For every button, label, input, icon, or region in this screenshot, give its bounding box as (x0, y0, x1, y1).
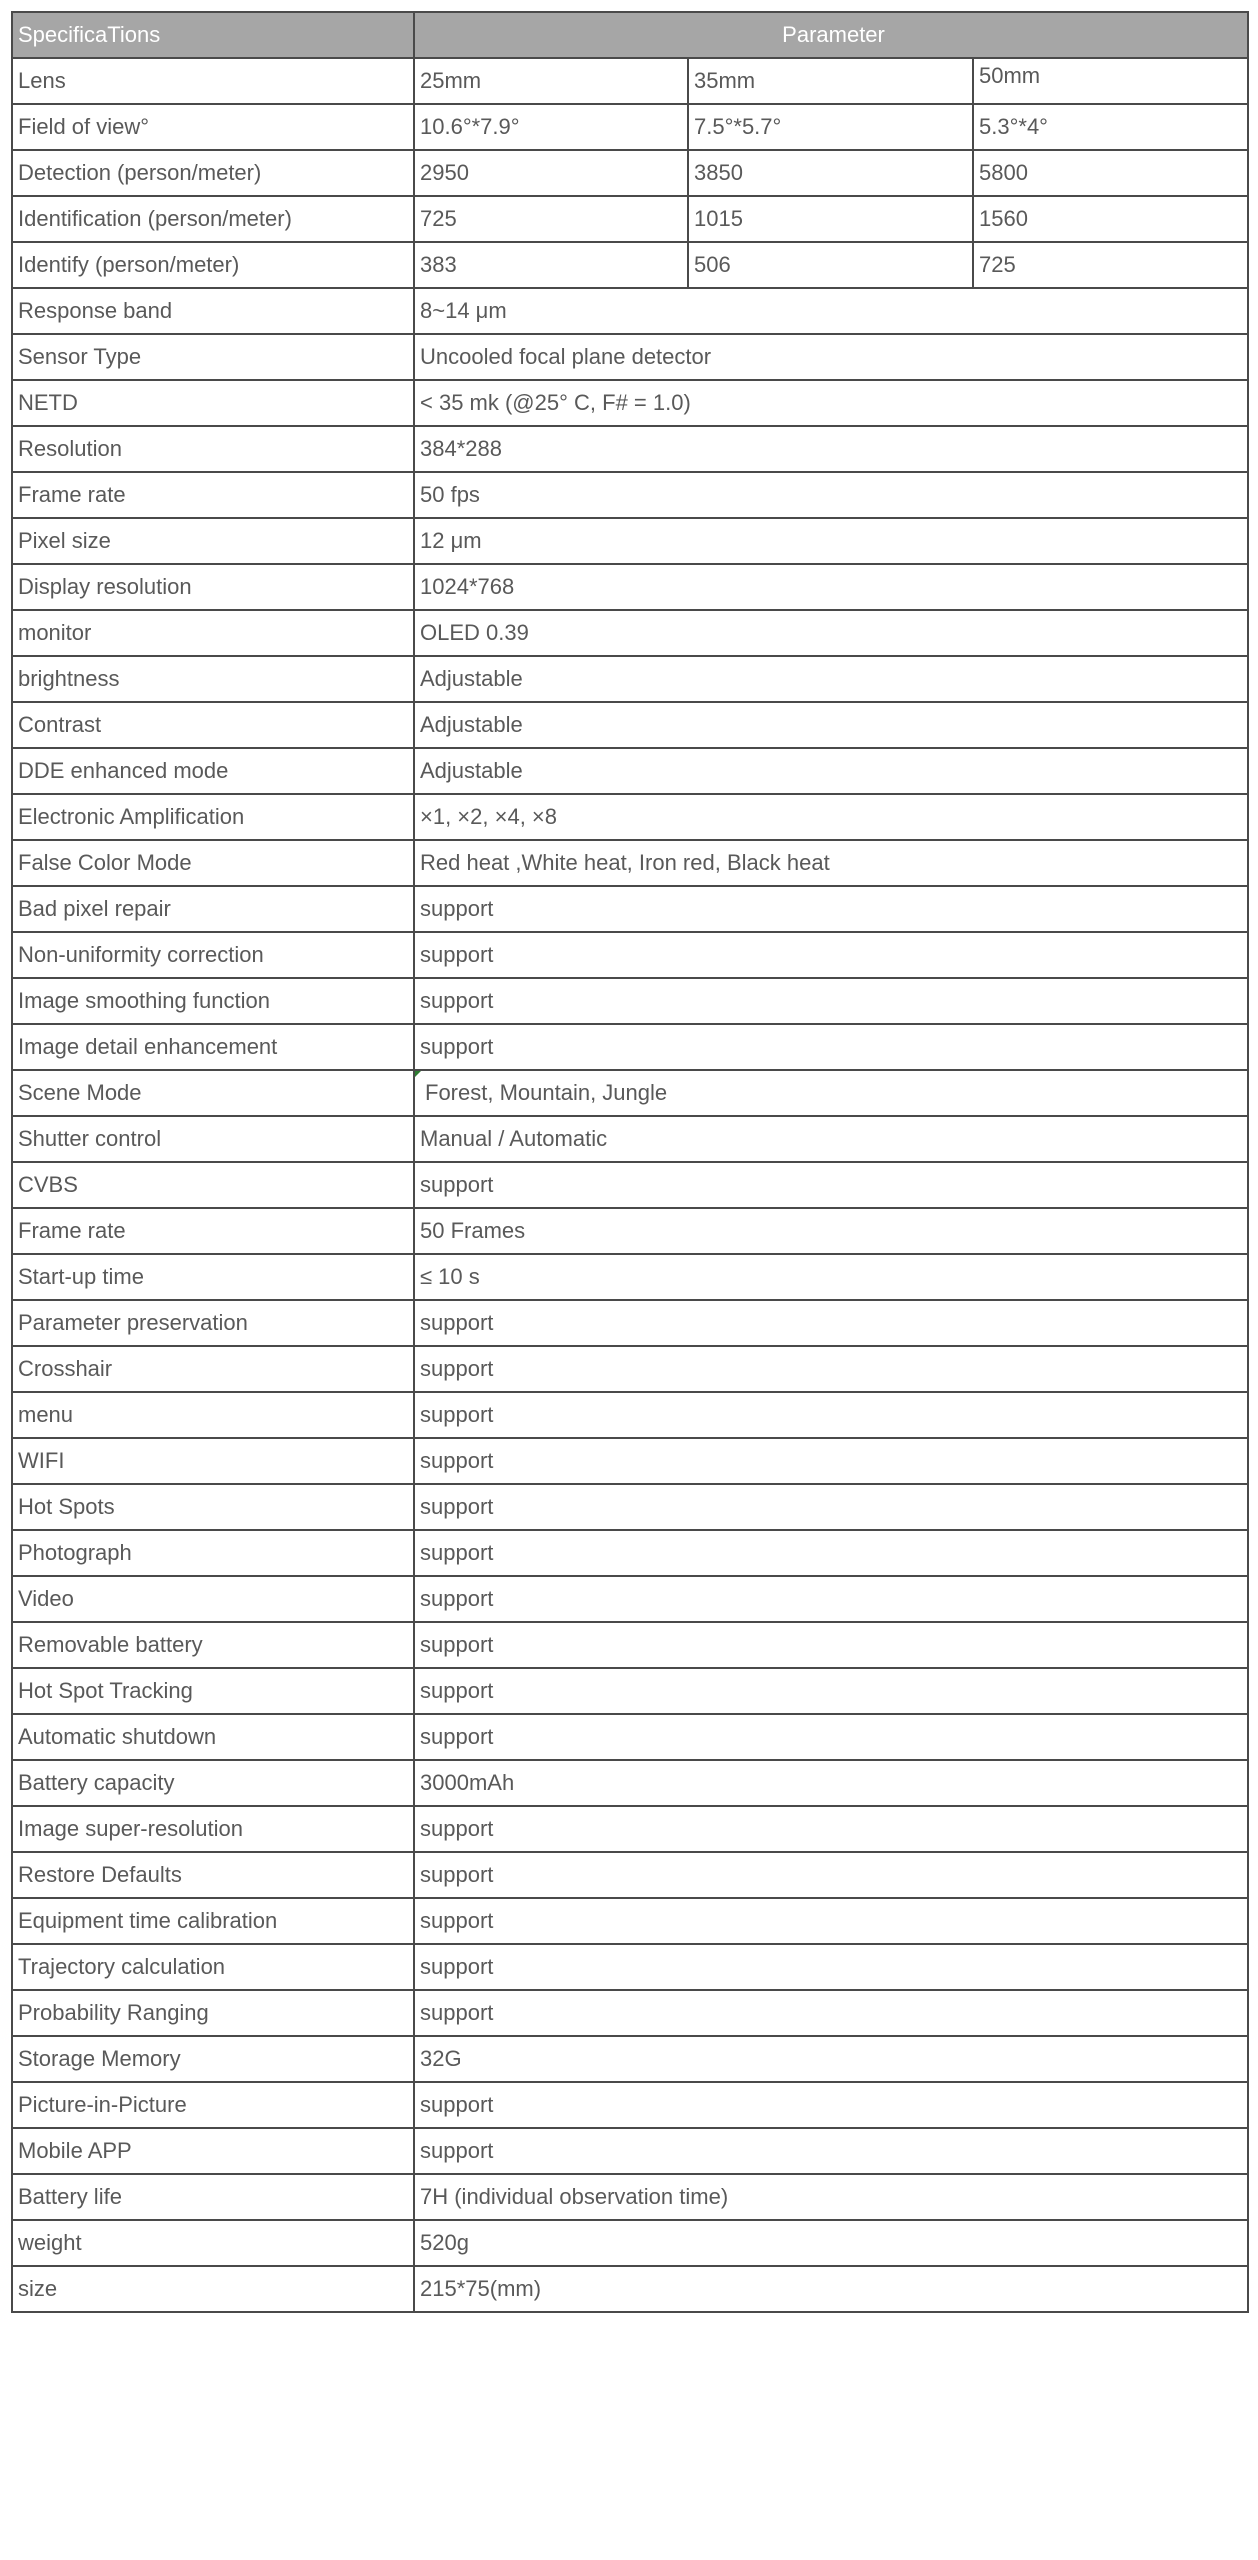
table-row (12, 2220, 1248, 2266)
row-label: Detection (person/meter) (12, 150, 414, 196)
row-value: < 35 mk (@25° C, F# = 1.0) (414, 380, 1248, 426)
value-35mm: 506 (688, 242, 973, 288)
row-label: Contrast (12, 702, 414, 748)
row-label: Restore Defaults (12, 1852, 414, 1898)
table-row (12, 1116, 1248, 1162)
table-row (12, 426, 1248, 472)
table-row (12, 1852, 1248, 1898)
row-label: Field of view° (12, 104, 414, 150)
value-25mm: 383 (414, 242, 688, 288)
table-row (12, 288, 1248, 334)
table-row (12, 1254, 1248, 1300)
row-value: support (414, 1438, 1248, 1484)
row-label: Storage Memory (12, 2036, 414, 2082)
row-value: support (414, 886, 1248, 932)
row-label: Pixel size (12, 518, 414, 564)
table-row (12, 104, 1248, 150)
table-row (12, 150, 1248, 196)
value-35mm: 7.5°*5.7° (688, 104, 973, 150)
row-value: OLED 0.39 (414, 610, 1248, 656)
table-row (12, 1622, 1248, 1668)
row-label: Probability Ranging (12, 1990, 414, 2036)
row-value: support (414, 1852, 1248, 1898)
row-label: False Color Mode (12, 840, 414, 886)
row-value: 3000mAh (414, 1760, 1248, 1806)
table-row (12, 564, 1248, 610)
table-row (12, 610, 1248, 656)
row-value: support (414, 1898, 1248, 1944)
value-50mm: 725 (973, 242, 1248, 288)
row-value: support (414, 1990, 1248, 2036)
table-row (12, 886, 1248, 932)
value-50mm: 5800 (973, 150, 1248, 196)
table-row (12, 1760, 1248, 1806)
table-row (12, 1990, 1248, 2036)
row-value: support (414, 1668, 1248, 1714)
table-row (12, 1530, 1248, 1576)
row-label: Mobile APP (12, 2128, 414, 2174)
table-row (12, 58, 1248, 104)
row-label: Bad pixel repair (12, 886, 414, 932)
row-value: Manual / Automatic (414, 1116, 1248, 1162)
row-label: Video (12, 1576, 414, 1622)
row-value: support (414, 1576, 1248, 1622)
row-label: Equipment time calibration (12, 1898, 414, 1944)
row-label: Shutter control (12, 1116, 414, 1162)
table-row (12, 932, 1248, 978)
row-value: 50 fps (414, 472, 1248, 518)
table-row (12, 2266, 1248, 2312)
row-value: ≤ 10 s (414, 1254, 1248, 1300)
table-row (12, 702, 1248, 748)
row-value: 50 Frames (414, 1208, 1248, 1254)
row-value: ×1, ×2, ×4, ×8 (414, 794, 1248, 840)
row-label: monitor (12, 610, 414, 656)
row-value: Red heat ,White heat, Iron red, Black heat (414, 840, 1248, 886)
row-label: WIFI (12, 1438, 414, 1484)
row-value: 215*75(mm) (414, 2266, 1248, 2312)
row-label: Sensor Type (12, 334, 414, 380)
row-label: CVBS (12, 1162, 414, 1208)
row-label: weight (12, 2220, 414, 2266)
table-row (12, 2174, 1248, 2220)
value-35mm: 3850 (688, 150, 973, 196)
row-value: support (414, 932, 1248, 978)
cell-marker-icon (415, 1071, 426, 1077)
row-value: support (414, 1622, 1248, 1668)
table-row (12, 1024, 1248, 1070)
table-row (12, 242, 1248, 288)
row-value: support (414, 1024, 1248, 1070)
table-row (12, 1346, 1248, 1392)
row-label: menu (12, 1392, 414, 1438)
row-value-text: Forest, Mountain, Jungle (425, 1080, 668, 1105)
row-label: Trajectory calculation (12, 1944, 414, 1990)
value-25mm: 725 (414, 196, 688, 242)
row-label: NETD (12, 380, 414, 426)
table-row (12, 656, 1248, 702)
row-label: Crosshair (12, 1346, 414, 1392)
value-25mm: 2950 (414, 150, 688, 196)
row-label: Image detail enhancement (12, 1024, 414, 1070)
row-label: Parameter preservation (12, 1300, 414, 1346)
row-label: Scene Mode (12, 1070, 414, 1116)
row-value: support (414, 1392, 1248, 1438)
table-row (12, 1162, 1248, 1208)
table-row (12, 1944, 1248, 1990)
row-value: Adjustable (414, 656, 1248, 702)
row-value: Adjustable (414, 748, 1248, 794)
row-value: support (414, 1530, 1248, 1576)
table-row (12, 1668, 1248, 1714)
table-row (12, 1484, 1248, 1530)
value-50mm: 1560 (973, 196, 1248, 242)
row-label: Picture-in-Picture (12, 2082, 414, 2128)
row-label: Identify (person/meter) (12, 242, 414, 288)
row-label: Resolution (12, 426, 414, 472)
table-row (12, 1576, 1248, 1622)
table-row (12, 1806, 1248, 1852)
value-25mm: 25mm (414, 58, 688, 104)
value-35mm: 1015 (688, 196, 973, 242)
table-row (12, 196, 1248, 242)
row-label: Lens (12, 58, 414, 104)
row-value: support (414, 2128, 1248, 2174)
row-value: support (414, 1484, 1248, 1530)
value-50mm: 5.3°*4° (973, 104, 1248, 150)
row-label: Non-uniformity correction (12, 932, 414, 978)
row-value: 8~14 μm (414, 288, 1248, 334)
row-label: Frame rate (12, 1208, 414, 1254)
row-label: Removable battery (12, 1622, 414, 1668)
row-value: support (414, 1806, 1248, 1852)
row-label: Automatic shutdown (12, 1714, 414, 1760)
header-specifications: SpecificaTions (12, 12, 414, 58)
header-parameter: Parameter (414, 12, 1248, 58)
row-label: brightness (12, 656, 414, 702)
row-label: Response band (12, 288, 414, 334)
row-value: 520g (414, 2220, 1248, 2266)
row-value: support (414, 978, 1248, 1024)
row-label: size (12, 2266, 414, 2312)
table-row (12, 748, 1248, 794)
table-row (12, 1208, 1248, 1254)
table-header-row (12, 12, 1248, 58)
row-value: support (414, 2082, 1248, 2128)
value-35mm: 35mm (688, 58, 973, 104)
row-value: 1024*768 (414, 564, 1248, 610)
row-value: Adjustable (414, 702, 1248, 748)
row-label: Image super-resolution (12, 1806, 414, 1852)
table-row (12, 334, 1248, 380)
table-row (12, 1898, 1248, 1944)
spec-table-container (11, 11, 1247, 2313)
row-label: Frame rate (12, 472, 414, 518)
row-label: Start-up time (12, 1254, 414, 1300)
table-row (12, 1300, 1248, 1346)
table-row (12, 840, 1248, 886)
row-value: 7H (individual observation time) (414, 2174, 1248, 2220)
row-value: 384*288 (414, 426, 1248, 472)
row-value: support (414, 1300, 1248, 1346)
row-value: 12 μm (414, 518, 1248, 564)
row-label: Battery capacity (12, 1760, 414, 1806)
table-row (12, 794, 1248, 840)
table-row (12, 978, 1248, 1024)
row-value: 32G (414, 2036, 1248, 2082)
row-label: Image smoothing function (12, 978, 414, 1024)
value-25mm: 10.6°*7.9° (414, 104, 688, 150)
table-row (12, 380, 1248, 426)
table-row (12, 1070, 1248, 1116)
spec-table (11, 11, 1249, 2313)
row-label: Electronic Amplification (12, 794, 414, 840)
table-row (12, 2082, 1248, 2128)
table-row (12, 472, 1248, 518)
row-label: Battery life (12, 2174, 414, 2220)
table-row (12, 2128, 1248, 2174)
row-value: support (414, 1944, 1248, 1990)
row-label: Identification (person/meter) (12, 196, 414, 242)
row-label: DDE enhanced mode (12, 748, 414, 794)
row-label: Hot Spot Tracking (12, 1668, 414, 1714)
table-row (12, 2036, 1248, 2082)
row-value (414, 1070, 1248, 1116)
row-value: Uncooled focal plane detector (414, 334, 1248, 380)
table-row (12, 518, 1248, 564)
value-50mm: 50mm (973, 58, 1248, 104)
row-label: Hot Spots (12, 1484, 414, 1530)
row-value: support (414, 1714, 1248, 1760)
table-row (12, 1438, 1248, 1484)
row-value: support (414, 1346, 1248, 1392)
table-row (12, 1392, 1248, 1438)
row-label: Photograph (12, 1530, 414, 1576)
table-row (12, 1714, 1248, 1760)
row-label: Display resolution (12, 564, 414, 610)
row-value: support (414, 1162, 1248, 1208)
